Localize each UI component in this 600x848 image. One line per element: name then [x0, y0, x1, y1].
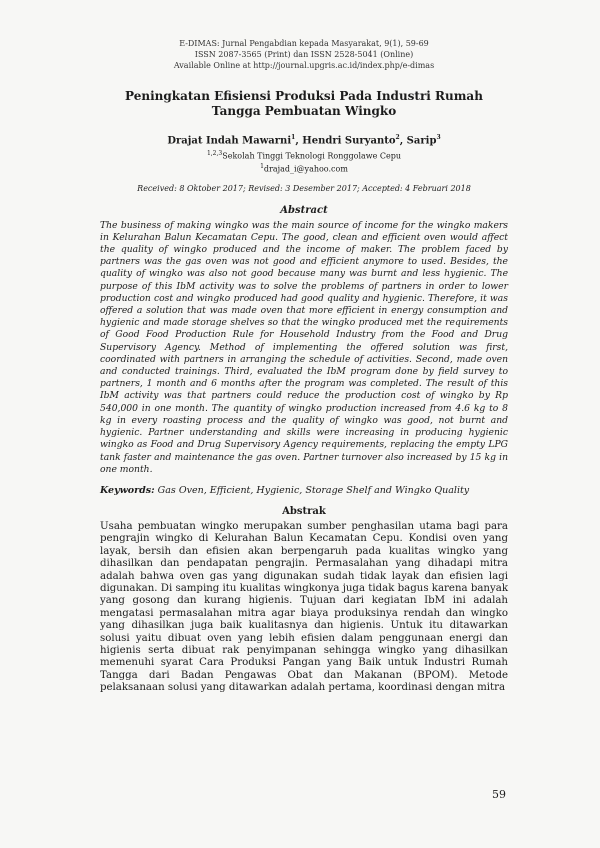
- affiliation-sup: 1,2,3: [206, 150, 223, 158]
- journal-header: [100, 38, 508, 71]
- author-email: drajad_i@yahoo.com: [263, 164, 348, 174]
- author-sup: 3: [436, 134, 441, 141]
- abstrak-heading: Abstrak: [282, 505, 326, 517]
- email-sup: 1: [260, 162, 264, 170]
- journal-url: Available Online at http://journal.upgris.ac.id/index.php/e-dimas: [173, 61, 435, 70]
- journal-citation: E-DIMAS: Jurnal Pengabdian kepada Masyarakat, 9(1), 59-69: [179, 39, 429, 48]
- keywords-text: Gas Oven, Efficient, Hygienic, Storage Shelf and Wingko Quality: [157, 484, 470, 496]
- author-list: Drajat Indah Mawarni$^1$, Hendri Suryanto$^2$, Sarip$^3$: [167, 134, 441, 147]
- paper-title: Peningkatan Efisiensi Produksi Pada Industri Rumah Tangga Pembuatan Wingko: [125, 89, 483, 118]
- submission-dates: Received: 8 Oktober 2017; Revised: 3 Desember 2017; Accepted: 4 Februari 2018: [137, 183, 471, 193]
- author-sup: 2: [395, 134, 400, 141]
- author-name: Drajat Indah Mawarni: [167, 135, 292, 147]
- keywords-label: Keywords:: [100, 484, 155, 496]
- affiliation: [100, 149, 508, 174]
- abstract-heading: Abstract: [280, 204, 328, 216]
- author-name: Sarip: [406, 135, 437, 147]
- page-number: 59: [492, 788, 506, 801]
- abstrak-text: Usaha pembuatan wingko merupakan sumber penghasilan utama bagi para pengrajin wingko di Kelurahan Balun Kecamatan Cepu. Kondisi oven yang layak, bersih dan efisien akan berpengaruh pada kualitas wingko yang dihasilkan dan pendapatan pengrajin. Permasalahan yang dihadapi mitra adalah bahwa oven gas yang digunakan sudah tidak layak dan efisien lagi digunakan. Di samping itu kualitas wingkonya juga tidak bagus karena banyak yang gosong dan kurang higienis. Tujuan dari kegiatan IbM ini adalah mengatasi permasalahan mitra agar biaya produksinya rendah dan wingko yang dihasilkan juga baik kualitasnya dan higienis. Untuk itu ditawarkan solusi yaitu dibuat oven yang lebih efisien dalam penggunaan energi dan higienis serta dibuat rak penyimpanan sehingga wingko yang dihasilkan memenuhi syarat Cara Produksi Pangan yang Baik untuk Industri Rumah Tangga dari Badan Pengawas Obat dan Makanan (BPOM). Metode pelaksanaan solusi yang ditawarkan adalah pertama, koordinasi dengan mitra: [100, 520, 508, 694]
- affiliation-name: Sekolah Tinggi Teknologi Ronggolawe Cepu: [222, 151, 402, 161]
- journal-issn: ISSN 2087-3565 (Print) dan ISSN 2528-5041 (Online): [194, 50, 414, 59]
- author-name: Hendri Suryanto: [302, 135, 396, 147]
- abstract-text: The business of making wingko was the main source of income for the wingko makers in Kelurahan Balun Kecamatan Cepu. The good, clean and efficient oven would affect the quality of wingko produced and the income of maker. The problem faced by partners was the gas oven was not good and efficient anymore to used. Besides, the quality of wingko was also not good because many was burnt and less hygienic. The purpose of this IbM activity was to solve the problems of partners in order to lower production cost and wingko produced had good quality and hygienic. Therefore, it was offered a solution that was made oven that more efficient in energy consumption and hygienic and made storage shelves so that the wingko produced met the requirements of Good Food Production Rule for Household Industry from the Food and Drug Supervisory Agency. Method of implementing the offered solution was first, coordinated with partners in arranging the schedule of activities. Second, made oven and conducted trainings. Third, evaluated the IbM program done by field survey to partners, 1 month and 6 months after the program was completed. The result of this IbM activity was that partners could reduce the production cost of wingko by Rp 540,000 in one month. The quantity of wingko production increased from 4.6 kg to 8 kg in every roasting process and the quality of wingko was good, not burnt and hygienic. Partner understanding and skills were increasing in producing hygienic wingko as Food and Drug Supervisory Agency requirements, replacing the empty LPG tank faster and maintenance the gas oven. Partner turnover also increased by 15 kg in one month.: [100, 219, 508, 475]
- keywords: [100, 485, 508, 496]
- author-sup: 1: [291, 134, 296, 141]
